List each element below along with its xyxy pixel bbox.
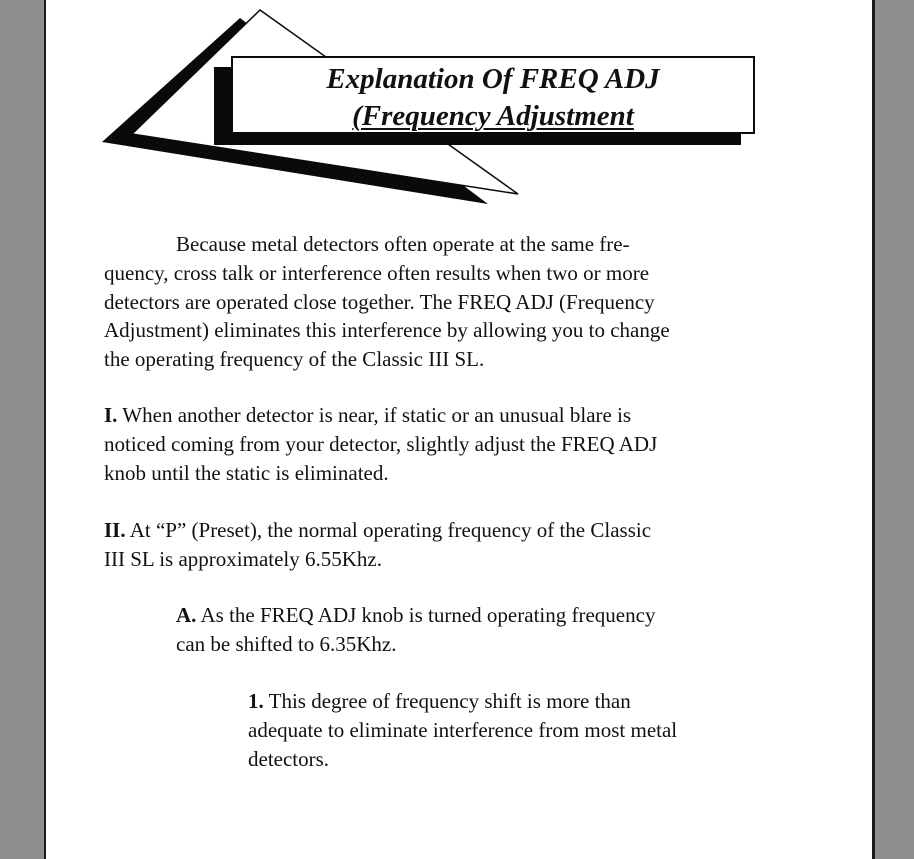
section-2a-text: As the FREQ ADJ knob is turned operating frequency — [196, 603, 656, 627]
section-2-line: III SL is approximately 6.55Khz. — [104, 546, 382, 571]
section-1-line: noticed coming from your detector, slightly adjust the FREQ ADJ — [104, 431, 658, 456]
intro-paragraph — [104, 230, 670, 374]
section-2a-line: can be shifted to 6.35Khz. — [176, 631, 397, 656]
section-1-paragraph — [104, 401, 657, 487]
section-2a-marker: A. — [176, 603, 197, 627]
section-2-text: At “P” (Preset), the normal operating frequency of the Classic — [125, 518, 652, 542]
section-2a1-line: detectors. — [248, 746, 330, 771]
intro-line: Adjustment) eliminates this interference by allowing you to change — [104, 318, 670, 343]
section-1-line — [104, 401, 657, 430]
page-title — [232, 57, 754, 133]
section-2a-paragraph — [176, 601, 655, 659]
intro-line: quency, cross talk or interference often results when two or more — [104, 260, 650, 285]
section-2a1-marker: 1. — [248, 689, 264, 713]
section-2a-line — [176, 601, 655, 630]
section-1-line: knob until the static is eliminated. — [104, 460, 389, 485]
section-2a1-text: This degree of frequency shift is more than — [263, 689, 631, 713]
section-2-paragraph — [104, 516, 651, 574]
title-line-2: (Frequency Adjustment — [352, 100, 634, 132]
title-line-1: Explanation Of FREQ ADJ — [326, 63, 660, 95]
section-2-line — [104, 516, 651, 545]
section-2a1-line: adequate to eliminate interference from most metal — [248, 717, 678, 742]
section-1-text: When another detector is near, if static or an unusual blare is — [117, 403, 632, 427]
section-2a1-paragraph — [248, 687, 677, 773]
intro-line: detectors are operated close together. The FREQ ADJ (Frequency — [104, 289, 655, 314]
intro-line: the operating frequency of the Classic III SL. — [104, 347, 485, 371]
section-2a1-line — [248, 687, 677, 716]
section-1-marker: I. — [104, 403, 118, 427]
section-2-marker: II. — [104, 518, 126, 542]
intro-line: Because metal detectors often operate at the same fre- — [176, 232, 630, 256]
